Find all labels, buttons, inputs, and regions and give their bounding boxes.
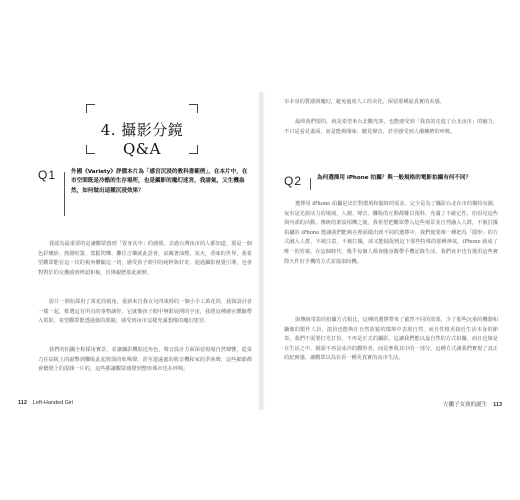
left-page — [18, 92, 258, 410]
page-folio — [443, 400, 502, 408]
right-page — [264, 92, 502, 410]
question-1 — [38, 168, 252, 220]
body-paragraph: 我認為最重要的是讓觀眾感到「置身其中」的感覺。去過台灣夜市的人都知道，那是一個色彩繽紛、熱鬧喧囂、寬鬆閃爍，攤位吉樂就此意會，袞藏著油煙，炭火，香味的世界，我希望觀眾能在這一次的視角體驗這一切，感受孩子眼中的純粹與好奇，通過攝影視覺引導，也會對對於的交疊感到辨認和複，仿佛親歷那此新鮮。 — [38, 241, 252, 276]
book-spread — [18, 92, 502, 410]
question-number: Q1 — [38, 168, 57, 182]
body-paragraph: 最終我們要的，就是希望來台北觀光客，也能感受到「我真的走進了台北夜市」的魅力，不只是看見畫面，而是能夠聞味、聽見聲音，甚至感受到人潮擁擠的呼吸。 — [284, 119, 498, 135]
page-folio — [18, 400, 73, 406]
chapter-title: 4. 攝影分鏡Q&A — [100, 121, 184, 158]
question-divider — [64, 172, 65, 216]
body-paragraph: 我們的拍攝全程採用實景，並讓攝影機貼近角色，聲音設計方面保留現場自然聲響，從菜刀在砧板上的敲擊到攤販此起彼落的吆喝聲，甚至連遠處的收音機和家的爭執聲，這些細節都會聽覺上的混雜一片的，這些都讓觀眾感覺到整座城市也在呼吸。 — [38, 347, 252, 373]
title-frame — [86, 104, 198, 158]
question-number: Q2 — [284, 174, 303, 188]
question-text: 外國《Variety》評價本片為「感官沉浸的教科書範例」，在本片中，在市空間既是冷酷的生存場所，也是攝影的魔幻迷宮，我請氣，又生機盎然，如何做出這種沉浸效果？ — [71, 169, 248, 194]
frame-corner-top-left — [86, 104, 95, 113]
running-title: 左撇子女孩的誕生 — [443, 402, 488, 408]
page-number: 113 — [493, 402, 502, 408]
body-paragraph: 市本身的質感與魔幻，避免過度人工的美化，保留那種最真實的美感。 — [284, 99, 445, 105]
body-paragraph: 影片一開始採用了萬花筒視角，重新來自我女兒四歲時的一個小手工萬花筒，我與設計者一樣一起，框選這有所有的事物讓你，它就像孩子眼中無限展開的宇宙，我將這種感官體驗帶入電影，希望觀眾能透過她的眼睛，感受到夜市這樣充滿想像的魔幻迷宮。 — [38, 299, 252, 325]
question-text: 為何選擇用 iPhone 拍攝？與一般規格的電影拍攝有何不同？ — [317, 175, 472, 181]
running-title: Left-Handed Girl — [32, 400, 74, 406]
page-number: 112 — [18, 400, 27, 406]
body-paragraph: 與傳統電影的拍攝方式相比，這種的選擇帶來了截然不同的效果，少了那些沉重的機器和攝像的製作人員，演員也能夠在自然放鬆的環境中表現自然，而且性格更接近生活本身的節奏。我們不需要打光打扮，不再是正式的攝影，這讓我們能以最自然的方式拍攝，而且也像是在生活之中，鏡頭不再是冰冷的觀察者，而是參與其中的一部分。這種方式讓我們實現了真正的紀實感，讓觀眾以為在看一種更真實的夜市生活。 — [284, 317, 498, 362]
question-divider — [310, 178, 311, 190]
frame-corner-top-right — [189, 104, 198, 113]
body-paragraph: 選擇用 iPhone 拍攝是出於對環境和隨時的需求。完全是為了攝影台北在市的獨特氛圍，夜市是光源活力的場域，人潮、聲音、攤販的互動都難以預料，充滿了不確定性，但看見這些與內部的活動，傳統的架設相機之後，我希望把觀眾帶入這些場景並自然融入人群，不被打擾拍攝的 iPhone 能讓我們能夠在裡面做出到不同的選擇中，我們便要像一種把為「隱形」的方式融入人群，不被注意，不被打擾，卻又能捕捉到這下那些特殊的那種神氣，iPhone 就成了唯一的答案，在這個時代，幾乎每個人都會隨身攜帶手機記錄生活，我們夜市也有選用這些實際大件好手機的方式並提取時機。 — [284, 201, 498, 265]
question-2 — [284, 174, 498, 190]
